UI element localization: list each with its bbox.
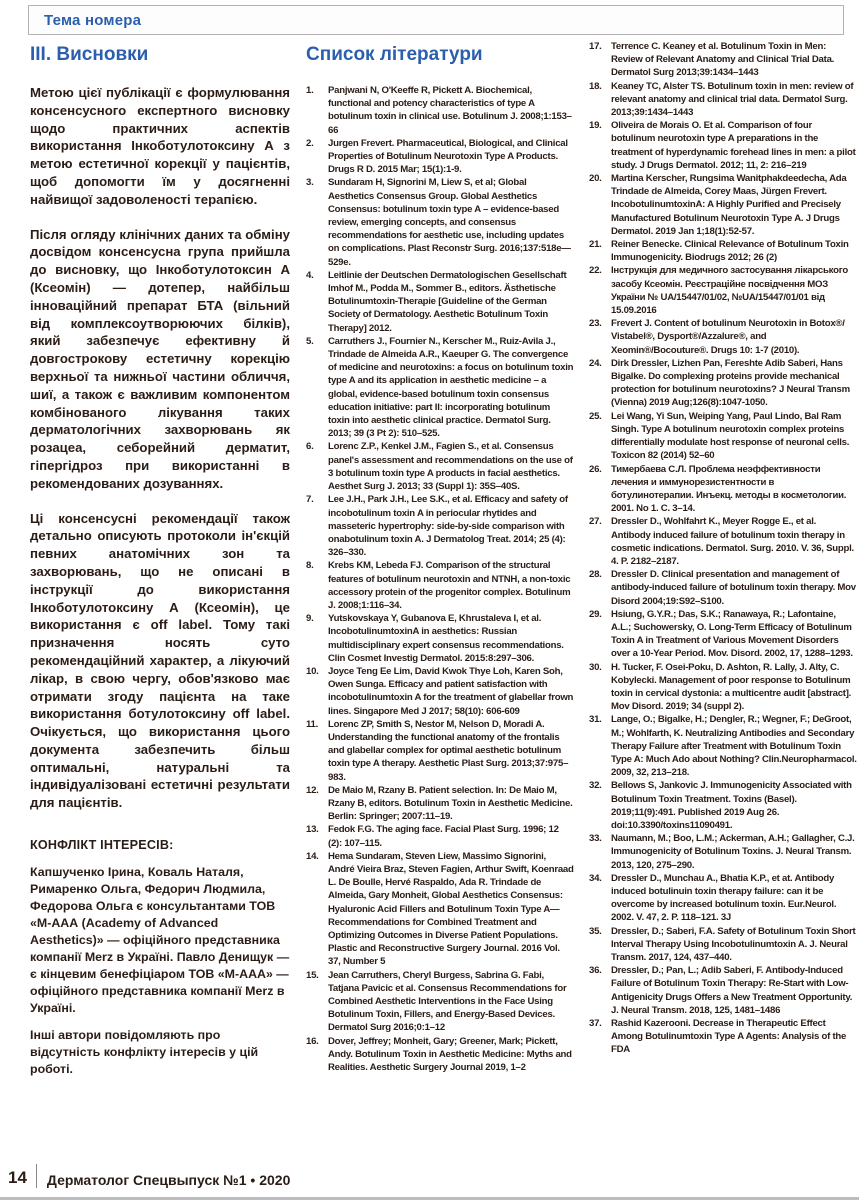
reference-number: 26. bbox=[589, 463, 602, 475]
reference-number: 21. bbox=[589, 239, 602, 251]
reference-number: 16. bbox=[306, 1035, 319, 1047]
reference-item bbox=[589, 357, 857, 410]
reference-number: 35. bbox=[589, 925, 602, 937]
reference-text: Krebs KM, Lebeda FJ. Comparison of the structural features of botulinum neurotoxin and NTNH, a non-toxic accessory protein of the progenitor complex. Botulinum J. 2008;1:116–34. bbox=[328, 560, 571, 611]
reference-item bbox=[306, 176, 574, 268]
reference-number: 5. bbox=[306, 335, 314, 347]
reference-item bbox=[306, 137, 574, 177]
reference-number: 15. bbox=[306, 969, 319, 981]
reference-number: 2. bbox=[306, 137, 314, 149]
reference-number: 18. bbox=[589, 80, 602, 92]
reference-text: Dressler, D.; Pan, L.; Adib Saberi, F. Antibody-Induced Failure of Botulinum Toxin Therapy: Re-Start with Low-Antigenicity Drugs Offers a New Treatment Opportunity. J. Neural Transm. 2018, 125, 1481–1486 bbox=[611, 965, 853, 1016]
reference-number: 19. bbox=[589, 120, 602, 132]
reference-text: Hsiung, G.Y.R.; Das, S.K.; Ranawaya, R.; Lafontaine, A.L.; Suchowersky, O. Long-Term Efficacy of Botulinum Toxin A in Treatment of Various Movement Disorders over a 10-Year Period. Mov. Disord. 2002, 17, 1288–1293. bbox=[611, 608, 853, 660]
reference-item bbox=[589, 515, 857, 568]
reference-text: Oliveira de Morais O. Et al. Comparison of four botulinum neurotoxin type A preparations in the treatment of hyperdynamic forehead lines in men: a pilot study. J Drugs Dermatol. 2012; 11, 2: 216–219 bbox=[611, 120, 856, 171]
conclusions-paragraph-3: Ці консенсусні рекомендації також детально описують протоколи ін'єкцій певних анатомічних зон та захворювань, що не описані в інструкції до використання Інкоботулотоксину А (Ксеомін), це використання є off label. Тому такі призначення носять суто рекомендаційний характер, а лікуючий лікар, в свою чергу, обов'язково має отримати згоду пацієнта на таке використання ботулотоксину off label. Очікується, що використання цього документа забезпечить більш оптимальні, натуральні та індивідуалізовані естетичні результати для пацієнтів. bbox=[30, 510, 290, 811]
reference-item bbox=[589, 1017, 857, 1057]
reference-item bbox=[306, 823, 574, 849]
reference-number: 29. bbox=[589, 608, 602, 620]
reference-text: Leitlinie der Deutschen Dermatologischen Gesellschaft Imhof M., Podda M., Sommer B., editors. Ästhetische Botulinumtoxin-Therapie [Guideline of the German Society of Dermatology. Aesthetic Botulinum Toxin Therapy] 2012. bbox=[328, 269, 567, 334]
reference-text: Keaney TC, Alster TS. Botulinum toxin in men: review of relevant anatomy and clinical trial data. Dermatol Surg. 2013;39:1434–1443 bbox=[611, 80, 854, 119]
reference-item bbox=[589, 661, 857, 714]
conflict-of-interest-title: КОНФЛІКТ ІНТЕРЕСІВ: bbox=[30, 838, 174, 853]
reference-text: Carruthers J., Fournier N., Kerscher M., Ruiz-Avila J., Trindade de Almeida A.R., Kaeuper G. The convergence of medicine and neurotoxins: a focus on botulinum toxin type A and its application in aesthetic medicine – a global, evidence-based botulinum toxin consensus education initiative: part II: incorporating botulinum toxin into aesthetic clinical practice. Dermatol Surg. 2013; 39 (3 Pt 2): 510–525. bbox=[328, 335, 574, 440]
reference-number: 23. bbox=[589, 318, 602, 330]
reference-item bbox=[589, 713, 857, 779]
reference-text: Reiner Benecke. Clinical Relevance of Botulinum Toxin Immunogenicity. Biodrugs 2012; 26 (2) bbox=[611, 239, 849, 264]
reference-text: Terrence C. Keaney et al. Botulinum Toxin in Men: Review of Relevant Anatomy and Clinical Trial Data. Dermatol Surg 2013;39:1434–1443 bbox=[611, 41, 835, 79]
conclusions-paragraph-1: Метою цієї публікації є формулювання консенсусного експертного висновку щодо практичних аспектів використання Інкоботулотоксину А з метою естетичної корекції у пацієнтів, щоб допомогти їм у досягненні найвищої задоволеності терапією. bbox=[30, 85, 290, 207]
conflict-of-interest-section bbox=[30, 838, 290, 1078]
reference-item bbox=[589, 779, 857, 832]
reference-item bbox=[306, 84, 574, 137]
reference-item bbox=[306, 269, 574, 335]
reference-text: Panjwani N, O'Keeffe R, Pickett A. Biochemical, functional and potency characteristics of type A botulinum toxin in clinical use. Botulinum J. 2008;1:153–66 bbox=[328, 85, 572, 136]
reference-number: 20. bbox=[589, 173, 602, 185]
reference-number: 13. bbox=[306, 824, 319, 836]
reference-text: Martina Kerscher, Rungsima Wanitphakdeedecha, Ada Trindade de Almeida, Corey Maas, Jürgen Frevert. IncobotulinumtoxinA: A Highly Purified and Precisely Manufactured Botulinum Neurotoxin Type A. J Drugs Dermatol. 2019 Jan 1;18(1):52-57. bbox=[611, 173, 847, 237]
reference-text: Lorenc Z.P., Kenkel J.M., Fagien S., et al. Consensus panel's assessment and recommendations on the use of 3 botulinum toxin type A products in facial aesthetics. Aesthet Surg J. 2013; 33 (Suppl 1): 35S–40S. bbox=[328, 441, 573, 493]
reference-item bbox=[306, 784, 574, 824]
reference-text: Jean Carruthers, Cheryl Burgess, Sabrina G. Fabi, Tatjana Pavicic et al. Consensus Recommendations for Combined Aesthetic Interventions in the Face Using Botulinum Toxin, Fillers, and Energy-Based Devices. Dermatol Surg 2016;0:1–12 bbox=[328, 969, 567, 1034]
reference-item bbox=[589, 568, 857, 608]
reference-text: Naumann, M.; Boo, L.M.; Ackerman, A.H.; Gallagher, C.J. Immunogenicity of Botulinum Toxins. J. Neural Transm. 2013, 120, 275–290. bbox=[611, 833, 855, 871]
reference-item bbox=[306, 612, 574, 665]
reference-number: 28. bbox=[589, 569, 602, 581]
references-section bbox=[306, 44, 574, 1074]
reference-item bbox=[589, 40, 857, 80]
conclusions-paragraph-2: Після огляду клінічних даних та обміну досвідом консенсусна група прийшла до висновку, що Інкоботулотоксин А (Ксеомін) — дотепер, найбільш інноваційний препарат БТА (вільний від комплексоутворюючих білків), який забезпечує ефективну й довгострокову естетичну корекцію верхньої та нижньої частини обличчя, шиї, а також є важливим компонентом комбінованого лікування таких дерматологічних захворювань як розацеа, себорейний дерматит, гіпергідроз при використанні в рекомендованих дозуваннях. bbox=[30, 226, 290, 491]
conflict-paragraph-1: Капшученко Ірина, Коваль Наталя, Римаренко Ольга, Федорич Людмила, Федорова Ольга є консультантами ТОВ «М-ААА (Academy of Advanced Aesthetics)» — офіційного представника компанії Merz в Україні. Павло Денищук — є кінцевим бенефіціаром ТОВ «М-ААА» — офіційного представника компанії Merz в Україні. bbox=[30, 865, 290, 1016]
journal-title: Дерматолог Спецвыпуск №1 • 2020 bbox=[46, 1172, 291, 1188]
reference-number: 9. bbox=[306, 613, 314, 625]
reference-item bbox=[589, 264, 857, 317]
reference-list-col2 bbox=[589, 40, 857, 1057]
reference-number: 22. bbox=[589, 265, 602, 277]
reference-text: Lee J.H., Park J.H., Lee S.K., et al. Efficacy and safety of incobotulinum toxin A in periocular rhytides and masseteric hypertrophy: side-by-side comparison with onabotulinum toxin A. J Dermatolog Treat. 2014; 25 (4): 326–330. bbox=[328, 494, 568, 559]
reference-text: Joyce Teng Ee Lim, David Kwok Thye Loh, Karen Soh, Owen Sunga. Efficacy and patient satisfaction with incobotulinumtoxin A for the treatment of glabellar frown lines. Singapore Med J 2017; 58(10): 606-609 bbox=[328, 665, 574, 717]
reference-item bbox=[306, 335, 574, 441]
reference-number: 33. bbox=[589, 833, 602, 845]
reference-number: 12. bbox=[306, 784, 319, 796]
reference-item bbox=[589, 832, 857, 872]
reference-text: Fedok F.G. The aging face. Facial Plast Surg. 1996; 12 (2): 107–115. bbox=[328, 824, 559, 849]
reference-number: 32. bbox=[589, 780, 602, 792]
reference-text: Dressler D., Wohlfahrt K., Meyer Rogge E., et al. Antibody induced failure of botulinum toxin therapy in cosmetic indications. Dermatol. Surg. 2010. V. 36, Suppl. 4. P. 2182–2187. bbox=[611, 516, 854, 567]
reference-number: 36. bbox=[589, 965, 602, 977]
reference-item bbox=[589, 925, 857, 965]
reference-item bbox=[589, 172, 857, 238]
reference-text: Dressler, D.; Saberi, F.A. Safety of Botulinum Toxin Short Interval Therapy Using Incobotulinumtoxin A. J. Neural Transm. 2017, 124, 437–440. bbox=[611, 925, 856, 964]
reference-number: 3. bbox=[306, 177, 314, 189]
reference-text: Bellows S, Jankovic J. Immunogenicity Associated with Botulinum Toxin Treatment. Toxins (Basel). 2019;11(9):491. Published 2019 Aug 26. doi:10.3390/toxins11090491. bbox=[611, 780, 852, 831]
reference-item bbox=[589, 238, 857, 264]
reference-item bbox=[306, 718, 574, 784]
reference-text: Yutskovskaya Y, Gubanova E, Khrustaleva I, et al. IncobotulinumtoxinA in aesthetics: Russian multidisciplinary expert consensus recommendations. Clin Cosmet Investig Dermatol. 2015:8:297–306. bbox=[328, 613, 564, 664]
reference-number: 25. bbox=[589, 410, 602, 422]
reference-text: Sundaram H, Signorini M, Liew S, et al; Global Aesthetics Consensus Group. Global Aesthetics Consensus: botulinum toxin type A – evidence-based review, emerging concepts, and consensus recommendations for aesthetic use, including updates on complications. Plast Reconstr Surg. 2016;137:518e—529e. bbox=[328, 177, 571, 268]
reference-number: 6. bbox=[306, 441, 314, 453]
reference-item bbox=[589, 964, 857, 1017]
issue-topic-label: Тема номера bbox=[44, 11, 142, 29]
reference-item bbox=[589, 317, 857, 357]
reference-number: 7. bbox=[306, 494, 314, 506]
reference-text: Jurgen Frevert. Pharmaceutical, Biological, and Clinical Properties of Botulinum Neurotoxin Type A Products. Drugs R D. 2015 Mar; 15(1):1-9. bbox=[328, 137, 568, 176]
reference-text: Dover, Jeffrey; Monheit, Gary; Greener, Mark; Pickett, Andy. Botulinum Toxin in Aesthetic Medicine: Myths and Realities. Aesthetic Surgery Journal 2019, 1–2 bbox=[328, 1035, 572, 1074]
reference-text: Rashid Kazerooni. Decrease in Therapeutic Effect Among Botulinumtoxin Type A Agents: Analysis of the FDA bbox=[611, 1018, 847, 1056]
reference-number: 1. bbox=[306, 85, 314, 96]
reference-text: Frevert J. Content of botulinum Neurotoxin in Botox®/ Vistabel®, Dysport®/Azzalure®, and Xeomin®/Bocouture®. Drugs 10: 1-7 (2010). bbox=[611, 318, 845, 356]
references-section-continued bbox=[589, 40, 857, 1057]
reference-number: 30. bbox=[589, 661, 602, 673]
reference-number: 27. bbox=[589, 516, 602, 528]
reference-item bbox=[306, 969, 574, 1035]
reference-item bbox=[306, 493, 574, 559]
reference-item bbox=[589, 463, 857, 516]
reference-item bbox=[589, 608, 857, 661]
reference-text: H. Tucker, F. Osei-Poku, D. Ashton, R. Lally, J. Alty, C. Kobylecki. Management of poor response to Botulinum toxin in cervical dystonia: a multicentre audit [abstract]. Mov Disord. 2019; 34 (suppl 2). bbox=[611, 661, 852, 713]
references-title: Список літератури bbox=[306, 44, 483, 65]
page-footer bbox=[8, 1168, 290, 1190]
footer-divider bbox=[36, 1164, 37, 1188]
reference-item bbox=[589, 119, 857, 172]
reference-number: 34. bbox=[589, 872, 602, 884]
reference-number: 14. bbox=[306, 850, 319, 862]
reference-number: 37. bbox=[589, 1018, 602, 1030]
issue-topic-banner bbox=[28, 5, 844, 35]
reference-list-col1 bbox=[306, 84, 574, 1074]
reference-text: Hema Sundaram, Steven Liew, Massimo Signorini, André Vieira Braz, Steven Fagien, Arthur Swift, Koenraad L. De Boulle, Hervé Raspaldo, Ada R. Trindade de Almeida, Gary Monheit, Global Aesthetics Consensus: Hyaluronic Acid Fillers and Botulinum Toxin Type A—Recommendations for Combined Treatment and Optimizing Outcomes in Diverse Patient Populations. Plastic and Reconstructive Surgery Journal. 2016 Vol. 37, Number 5 bbox=[328, 850, 574, 968]
reference-text: Dirk Dressler, Lizhen Pan, Fereshte Adib Saberi, Hans Bigalke. Do complexing proteins provide mechanical protection for botulinum neurotoxins? J Neural Transm (Vienna) 2019 Aug;126(8):1047-1050. bbox=[611, 357, 850, 409]
reference-item bbox=[306, 665, 574, 718]
reference-number: 11. bbox=[306, 718, 319, 730]
reference-text: De Maio M, Rzany B. Patient selection. In: De Maio M, Rzany B, editors. Botulinum Toxin in Aesthetic Medicine. Berlin: Springer; 2007:11–19. bbox=[328, 784, 573, 823]
reference-item bbox=[306, 440, 574, 493]
conclusions-title: ІІІ. Висновки bbox=[30, 44, 149, 65]
conclusions-section bbox=[30, 44, 290, 1088]
reference-number: 4. bbox=[306, 269, 314, 281]
reference-item bbox=[589, 872, 857, 925]
reference-item bbox=[589, 80, 857, 120]
reference-text: Інструкція для медичного застосування лікарського засобу Ксеомін. Реєстраційне посвідчення МОЗ України № UA/15447/01/02, №UA/15447/01/01 від 15.09.2016 bbox=[611, 265, 848, 317]
reference-text: Dressler D., Munchau A., Bhatia K.P., et at. Antibody induced botulinuin toxin therapy failure: can it be overcome by increased botulinum toxin. Eur.Neurol. 2002. V. 47, 2. P. 118–121. 3J bbox=[611, 872, 837, 924]
reference-text: Тимербаева С.Л. Проблема неэффективности лечения и иммунорезистентности в ботулинотерапии. Инъекц. методы в косметологии. 2001. No 1. С. 3–14. bbox=[611, 463, 847, 515]
reference-item bbox=[306, 559, 574, 612]
reference-item bbox=[306, 850, 574, 969]
reference-item bbox=[306, 1035, 574, 1075]
reference-text: Lorenc ZP, Smith S, Nestor M, Nelson D, Moradi A. Understanding the functional anatomy of the frontalis and glabellar complex for optimal aesthetic botulinum toxin type A therapy. Aesthetic Plast Surg. 2013;37:975–983. bbox=[328, 718, 569, 783]
conflict-paragraph-2: Інші автори повідомляють про відсутність конфлікту інтересів у цій роботі. bbox=[30, 1028, 259, 1077]
reference-text: Lange, O.; Bigalke, H.; Dengler, R.; Wegner, F.; DeGroot, M.; Wohlfarth, K. Neutralizing Antibodies and Secondary Therapy Failure after Treatment with Botulinum Toxin Type A: Much Ado about Nothing? Clin.Neuropharmacol. 2009, 32, 213–218. bbox=[611, 714, 857, 779]
reference-number: 17. bbox=[589, 41, 602, 52]
reference-text: Dressler D. Clinical presentation and management of antibody-induced failure of botulinum toxin therapy. Mov Disord 2004;19:S92–S100. bbox=[611, 569, 856, 607]
reference-item bbox=[589, 410, 857, 463]
reference-number: 8. bbox=[306, 560, 314, 572]
page-number: 14 bbox=[8, 1168, 27, 1187]
reference-text: Lei Wang, Yi Sun, Weiping Yang, Paul Lindo, Bal Ram Singh. Type A botulinum neurotoxin complex proteins differentially modulate host response of neuronal cells. Toxicon 82 (2014) 52–60 bbox=[611, 410, 850, 462]
reference-number: 10. bbox=[306, 665, 319, 677]
reference-number: 24. bbox=[589, 357, 602, 369]
reference-number: 31. bbox=[589, 714, 602, 726]
